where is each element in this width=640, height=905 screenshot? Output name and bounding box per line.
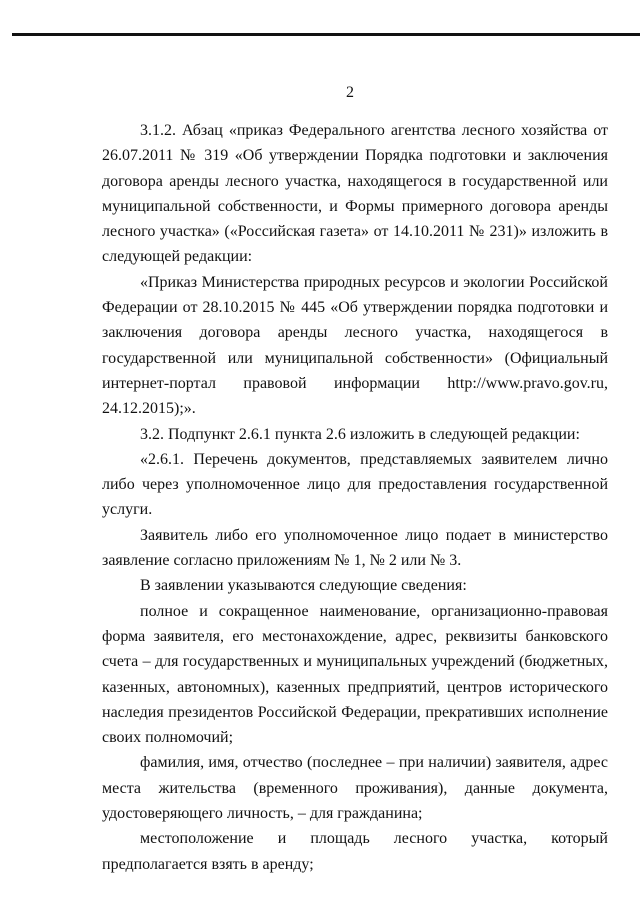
page-number: 2 [346, 84, 354, 101]
paragraph-applicant: Заявитель либо его уполномоченное лицо подает в министерство заявление согласно приложениям № 1, № 2 или № 3. [102, 526, 608, 570]
paragraph-2-6-1: «2.6.1. Перечень документов, представляемых заявителем лично либо через уполномоченное лицо для предоставления государственной услуги. [102, 450, 608, 519]
document-body [102, 118, 608, 877]
paragraph-order-quote: «Приказ Министерства природных ресурсов и экологии Российской Федерации от 28.10.2015 № 445 «Об утверждении порядка подготовки и заключения договора аренды лесного участка, находящегося в государственной или муниципальной собственности» (Официальный интернет-портал правовой информации http://www.pravo.gov.ru, 24.12.2015);». [102, 273, 608, 418]
top-rule [12, 33, 640, 36]
paragraph-application-info: В заявлении указываются следующие сведения: [140, 577, 467, 595]
paragraph-plot-location: местоположение и площадь лесного участка, который предполагается взять в аренду; [102, 830, 608, 873]
paragraph-3-2: 3.2. Подпункт 2.6.1 пункта 2.6 изложить в следующей редакции: [140, 425, 580, 443]
paragraph-organization-details: полное и сокращенное наименование, организационно-правовая форма заявителя, его местонахождение, адрес, реквизиты банковского счета – для государственных и муниципальных учреждений (бюджетных, казенных, автономных), казенных предприятий, центров исторического наследия президентов Российской Федерации, прекративших исполнение своих полномочий; [102, 602, 608, 747]
paragraph-3-1-2: 3.1.2. Абзац «приказ Федерального агентства лесного хозяйства от 26.07.2011 № 319 «Об утверждении Порядка подготовки и заключения договора аренды лесного участка, находящегося в государственной или муниципальной собственности, и Формы примерного договора аренды лесного участка» («Российская газета» от 14.10.2011 № 231)» изложить в следующей редакции: [102, 122, 608, 266]
paragraph-citizen-details: фамилия, имя, отчество (последнее – при наличии) заявителя, адрес места жительства (временного проживания), данные документа, удостоверяющего личность, – для гражданина; [102, 754, 608, 823]
